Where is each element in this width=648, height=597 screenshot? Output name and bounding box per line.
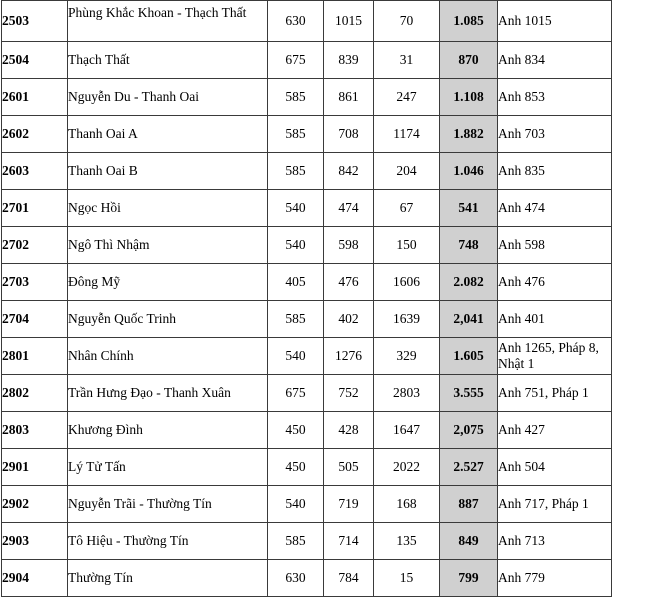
cell-note: Anh 703 xyxy=(498,116,612,153)
cell-total: 1.605 xyxy=(440,338,498,375)
cell-value-3: 2022 xyxy=(374,449,440,486)
cell-total: 1.046 xyxy=(440,153,498,190)
cell-school-name: Phùng Khắc Khoan - Thạch Thất xyxy=(68,1,268,42)
cell-school-code: 2803 xyxy=(2,412,68,449)
cell-note: Anh 474 xyxy=(498,190,612,227)
cell-value-2: 1015 xyxy=(324,1,374,42)
cell-school-name: Thanh Oai A xyxy=(68,116,268,153)
cell-note: Anh 717, Pháp 1 xyxy=(498,486,612,523)
cell-value-3: 150 xyxy=(374,227,440,264)
cell-school-code: 2903 xyxy=(2,523,68,560)
cell-total: 2,041 xyxy=(440,301,498,338)
cell-school-code: 2603 xyxy=(2,153,68,190)
cell-school-code: 2703 xyxy=(2,264,68,301)
cell-value-2: 842 xyxy=(324,153,374,190)
cell-school-name: Thanh Oai B xyxy=(68,153,268,190)
table-row xyxy=(2,153,612,190)
table-row xyxy=(2,412,612,449)
cell-total: 849 xyxy=(440,523,498,560)
cell-value-1: 585 xyxy=(268,116,324,153)
cell-school-code: 2702 xyxy=(2,227,68,264)
cell-total: 1.882 xyxy=(440,116,498,153)
cell-value-2: 861 xyxy=(324,79,374,116)
cell-total: 2.082 xyxy=(440,264,498,301)
table-row xyxy=(2,301,612,338)
cell-total: 3.555 xyxy=(440,375,498,412)
cell-note: Anh 853 xyxy=(498,79,612,116)
cell-note: Anh 1015 xyxy=(498,1,612,42)
cell-value-1: 585 xyxy=(268,153,324,190)
cell-note: Anh 504 xyxy=(498,449,612,486)
cell-value-2: 752 xyxy=(324,375,374,412)
cell-school-name: Thường Tín xyxy=(68,560,268,597)
cell-value-2: 714 xyxy=(324,523,374,560)
cell-school-name: Nhân Chính xyxy=(68,338,268,375)
cell-total: 799 xyxy=(440,560,498,597)
cell-school-name: Tô Hiệu - Thường Tín xyxy=(68,523,268,560)
cell-value-3: 168 xyxy=(374,486,440,523)
cell-school-name: Ngọc Hồi xyxy=(68,190,268,227)
cell-value-2: 839 xyxy=(324,42,374,79)
cell-value-1: 540 xyxy=(268,338,324,375)
table-row xyxy=(2,560,612,597)
cell-total: 2,075 xyxy=(440,412,498,449)
cell-school-code: 2601 xyxy=(2,79,68,116)
cell-value-2: 474 xyxy=(324,190,374,227)
cell-school-name: Thạch Thất xyxy=(68,42,268,79)
table-row xyxy=(2,227,612,264)
cell-school-code: 2802 xyxy=(2,375,68,412)
cell-note: Anh 779 xyxy=(498,560,612,597)
cell-value-2: 402 xyxy=(324,301,374,338)
table-row xyxy=(2,264,612,301)
cell-school-code: 2503 xyxy=(2,1,68,42)
cell-school-code: 2902 xyxy=(2,486,68,523)
cell-value-2: 784 xyxy=(324,560,374,597)
table-row xyxy=(2,190,612,227)
cell-value-1: 540 xyxy=(268,190,324,227)
cell-school-name: Nguyễn Du - Thanh Oai xyxy=(68,79,268,116)
cell-note: Anh 834 xyxy=(498,42,612,79)
table-row xyxy=(2,449,612,486)
cell-value-3: 1639 xyxy=(374,301,440,338)
cell-school-code: 2904 xyxy=(2,560,68,597)
cell-value-3: 329 xyxy=(374,338,440,375)
cell-value-3: 1174 xyxy=(374,116,440,153)
cell-school-name: Đông Mỹ xyxy=(68,264,268,301)
cell-value-3: 15 xyxy=(374,560,440,597)
cell-total: 748 xyxy=(440,227,498,264)
table-row xyxy=(2,42,612,79)
cell-school-name: Trần Hưng Đạo - Thanh Xuân xyxy=(68,375,268,412)
cell-value-1: 585 xyxy=(268,523,324,560)
cell-total: 887 xyxy=(440,486,498,523)
cell-school-name: Nguyễn Trãi - Thường Tín xyxy=(68,486,268,523)
cell-note: Anh 835 xyxy=(498,153,612,190)
cell-school-code: 2602 xyxy=(2,116,68,153)
cell-value-1: 585 xyxy=(268,301,324,338)
cell-total: 1.085 xyxy=(440,1,498,42)
cell-school-name: Khương Đình xyxy=(68,412,268,449)
cell-school-name: Ngô Thì Nhậm xyxy=(68,227,268,264)
table-row xyxy=(2,79,612,116)
cell-value-3: 135 xyxy=(374,523,440,560)
cell-value-2: 428 xyxy=(324,412,374,449)
cell-note: Anh 1265, Pháp 8, Nhật 1 xyxy=(498,338,612,375)
cell-value-3: 1647 xyxy=(374,412,440,449)
cell-school-name: Nguyễn Quốc Trinh xyxy=(68,301,268,338)
cell-value-2: 505 xyxy=(324,449,374,486)
cell-note: Anh 476 xyxy=(498,264,612,301)
cell-value-2: 708 xyxy=(324,116,374,153)
cell-value-1: 540 xyxy=(268,227,324,264)
cell-school-name: Lý Tử Tấn xyxy=(68,449,268,486)
cell-value-3: 67 xyxy=(374,190,440,227)
cell-school-code: 2704 xyxy=(2,301,68,338)
table-body xyxy=(2,1,612,597)
cell-total: 2.527 xyxy=(440,449,498,486)
cell-value-2: 1276 xyxy=(324,338,374,375)
school-enrollment-table xyxy=(1,0,612,597)
cell-value-1: 585 xyxy=(268,79,324,116)
table-row xyxy=(2,1,612,42)
table-row xyxy=(2,523,612,560)
cell-total: 541 xyxy=(440,190,498,227)
cell-school-code: 2801 xyxy=(2,338,68,375)
cell-value-1: 675 xyxy=(268,375,324,412)
cell-value-2: 598 xyxy=(324,227,374,264)
cell-note: Anh 427 xyxy=(498,412,612,449)
cell-note: Anh 401 xyxy=(498,301,612,338)
cell-value-2: 476 xyxy=(324,264,374,301)
cell-note: Anh 713 xyxy=(498,523,612,560)
cell-value-1: 630 xyxy=(268,560,324,597)
cell-value-3: 1606 xyxy=(374,264,440,301)
table-row xyxy=(2,486,612,523)
table-row xyxy=(2,116,612,153)
cell-value-1: 450 xyxy=(268,412,324,449)
cell-total: 1.108 xyxy=(440,79,498,116)
cell-value-3: 247 xyxy=(374,79,440,116)
cell-value-3: 204 xyxy=(374,153,440,190)
cell-value-1: 540 xyxy=(268,486,324,523)
cell-school-code: 2504 xyxy=(2,42,68,79)
table-row xyxy=(2,375,612,412)
cell-value-1: 405 xyxy=(268,264,324,301)
cell-value-2: 719 xyxy=(324,486,374,523)
table-row xyxy=(2,338,612,375)
cell-note: Anh 598 xyxy=(498,227,612,264)
cell-value-1: 630 xyxy=(268,1,324,42)
cell-total: 870 xyxy=(440,42,498,79)
cell-value-3: 31 xyxy=(374,42,440,79)
cell-value-3: 2803 xyxy=(374,375,440,412)
cell-note: Anh 751, Pháp 1 xyxy=(498,375,612,412)
cell-school-code: 2701 xyxy=(2,190,68,227)
cell-school-code: 2901 xyxy=(2,449,68,486)
cell-value-1: 450 xyxy=(268,449,324,486)
cell-value-1: 675 xyxy=(268,42,324,79)
cell-value-3: 70 xyxy=(374,1,440,42)
